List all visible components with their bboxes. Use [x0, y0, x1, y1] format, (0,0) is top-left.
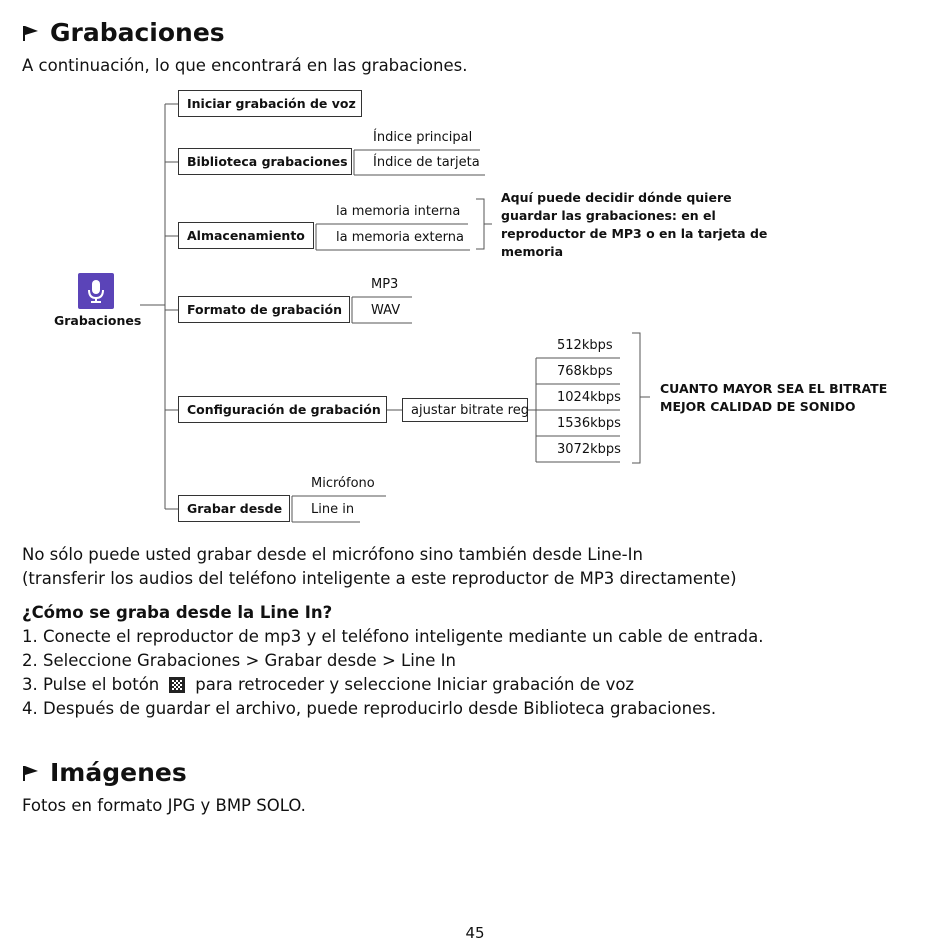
paragraph-line1: No sólo puede usted grabar desde el micrófono sino también desde Line-In	[22, 545, 643, 564]
leaf-memoria-externa: la memoria externa	[336, 230, 464, 245]
leaf-microfono: Micrófono	[311, 476, 375, 491]
imagenes-text: Fotos en formato JPG y BMP SOLO.	[22, 796, 306, 815]
howto-step-3	[22, 673, 634, 697]
storage-note: Aquí puede decidir dónde quiere guardar las grabaciones: en el reproductor de MP3 o en la tarjeta de memoria	[501, 190, 768, 259]
leaf-memoria-interna: la memoria interna	[336, 204, 461, 219]
leaf-wav: WAV	[371, 303, 401, 318]
branch-label: Grabar desde	[187, 501, 283, 516]
leaf-line-in: Line in	[311, 502, 355, 517]
branch-grabar-desde	[178, 495, 290, 522]
branch-formato-grabacion	[178, 296, 350, 323]
sub-ajustar-bitrate	[402, 398, 528, 422]
section-heading-imagenes	[22, 758, 187, 787]
branch-label: Almacenamiento	[187, 228, 305, 243]
bitrate-option: 768kbps	[557, 364, 613, 379]
branch-almacenamiento	[178, 222, 314, 249]
root-node-icon	[78, 273, 114, 309]
howto-step-4: 4. Después de guardar el archivo, puede reproducirlo desde Biblioteca grabaciones.	[22, 699, 717, 718]
branch-label: Formato de grabación	[187, 302, 343, 317]
howto-step-1: 1. Conecte el reproductor de mp3 y el teléfono inteligente mediante un cable de entrada.	[22, 627, 764, 646]
section-title: Grabaciones	[50, 18, 225, 47]
branch-configuracion-grabacion	[178, 396, 387, 423]
flag-icon	[22, 764, 40, 782]
howto-step-2: 2. Seleccione Grabaciones > Grabar desde > Line In	[22, 651, 456, 670]
bitrate-note-line2: MEJOR CALIDAD DE SONIDO	[660, 399, 856, 414]
branch-label: Configuración de grabación	[187, 402, 381, 417]
branch-iniciar-grabacion	[178, 90, 362, 117]
leaf-indice-tarjeta: Índice de tarjeta	[373, 155, 480, 170]
microphone-icon	[78, 273, 114, 309]
bitrate-option: 1024kbps	[557, 390, 621, 405]
step3-text-after: para retroceder y seleccione Iniciar grabación de voz	[195, 675, 635, 694]
howto-heading: ¿Cómo se graba desde la Line In?	[22, 603, 333, 622]
back-button-icon	[169, 677, 185, 693]
section-title: Imágenes	[50, 758, 187, 787]
sub-label: ajustar bitrate reg	[411, 402, 529, 418]
branch-biblioteca-grabaciones	[178, 148, 352, 175]
leaf-mp3: MP3	[371, 277, 399, 292]
bitrate-option: 512kbps	[557, 338, 613, 353]
page-number: 45	[465, 924, 485, 942]
bitrate-option: 1536kbps	[557, 416, 621, 431]
branch-label: Biblioteca grabaciones	[187, 154, 348, 169]
bitrate-note-line1: CUANTO MAYOR SEA EL BITRATE	[660, 381, 888, 396]
branch-label: Iniciar grabación de voz	[187, 96, 356, 111]
leaf-indice-principal: Índice principal	[373, 130, 473, 145]
bitrate-option: 3072kbps	[557, 442, 621, 457]
paragraph-line2: (transferir los audios del teléfono inteligente a este reproductor de MP3 directamente)	[22, 569, 737, 588]
step3-text-before: 3. Pulse el botón	[22, 675, 160, 694]
section-intro: A continuación, lo que encontrará en las grabaciones.	[22, 56, 468, 75]
root-node-label: Grabaciones	[54, 313, 142, 328]
